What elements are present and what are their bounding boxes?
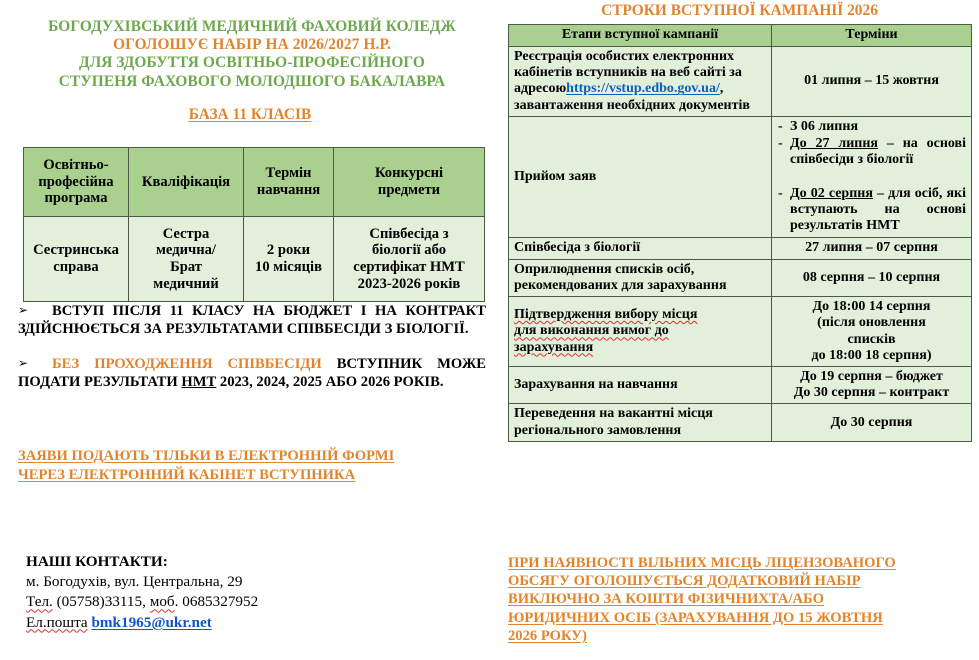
cell-program: Сестринська справа [24, 217, 129, 302]
confirmation-term-line-4: до 18:00 18 серпня) [811, 347, 932, 363]
cell-stage-interview: Співбесіда з біології [509, 238, 772, 259]
enrollment-term-line-1: До 19 серпня – бюджет [800, 368, 943, 384]
applications-date-2-rest: – на основі співбесіди з біології [790, 136, 967, 168]
terms-table-header-stage: Етапи вступної кампанії [509, 25, 772, 47]
program-table-header-row [24, 148, 485, 217]
transfer-line-1: Переведення на вакантні місця [514, 406, 713, 422]
terms-table-header-term: Терміни [772, 25, 972, 47]
contacts-phone-mob: . 0685327952 [174, 593, 259, 611]
program-table-header-subjects: Конкурсні предмети [334, 148, 485, 217]
base-label [0, 91, 500, 124]
bullet-item-2-text-b: 2023, 2024, 2025 АБО 2026 РОКІВ. [216, 373, 444, 390]
bullet-item-2 [18, 356, 486, 391]
vstup-edbo-link[interactable]: https://vstup.edbo.gov.ua/ [566, 81, 720, 97]
additional-intake-note-line-4: ЮРИДИЧНИХ ОСІБ (ЗАРАХУВАННЯ ДО 15 ЖОВТНЯ [508, 609, 883, 626]
table-row [509, 259, 972, 296]
cell-stage-confirmation [509, 297, 772, 367]
arrow-bullet-icon: ➢ [18, 303, 29, 317]
confirmation-line-3: зарахування [514, 339, 594, 355]
electronic-form-note [18, 447, 486, 484]
right-column [500, 0, 979, 660]
confirmation-line-1: Підтвердження вибору місця [514, 307, 698, 323]
list-spacer [777, 170, 966, 185]
table-row [509, 366, 972, 403]
contacts-phone [26, 592, 446, 612]
list-item [777, 186, 966, 235]
email-link[interactable]: bmk1965@ukr.net [91, 613, 212, 631]
table-row [509, 297, 972, 367]
cell-stage-registration [509, 47, 772, 117]
table-row [509, 116, 972, 237]
table-row [509, 238, 972, 259]
heading-line-3: ДЛЯ ЗДОБУТТЯ ОСВІТНЬО-ПРОФЕСІЙНОГО [79, 54, 425, 72]
table-row [24, 217, 485, 302]
cell-term-enrollment [772, 366, 972, 403]
bullet-item-1 [18, 303, 486, 338]
confirmation-term-line-1: До 18:00 14 серпня [812, 299, 931, 315]
applications-date-3-rest: – для осіб, які вступають на основі результатів НМТ [790, 185, 966, 234]
contacts-email-label: Ел.пошта [26, 613, 88, 631]
program-table-header-qualification: Кваліфікація [129, 148, 244, 217]
bullet-item-2-text-a: ВСТУПНИК МОЖЕ ПОДАТИ РЕЗУЛЬТАТИ [18, 356, 486, 390]
cell-term-confirmation [772, 297, 972, 367]
confirmation-term-line-2: (після оновлення [817, 315, 926, 331]
program-table [23, 147, 485, 302]
additional-intake-note [508, 554, 975, 645]
registration-text-after: , завантаження необхідних документів [514, 81, 750, 113]
program-table-header-program: Освітньо- професійна програма [24, 148, 129, 217]
additional-intake-note-line-5: 2026 РОКУ) [508, 627, 587, 644]
bullet-item-2-highlight: БЕЗ ПРОХОДЖЕННЯ СПІВБЕСІДИ [52, 356, 322, 372]
cell-stage-lists: Оприлюднення списків осіб, рекомендованих для зарахування [509, 259, 772, 296]
contacts-phone-main: (05758)33115, [52, 593, 150, 611]
admission-terms-table [508, 24, 972, 442]
registration-text-before: Реєстрація особистих електронних кабінетів вступників на веб сайті за адресою [514, 49, 742, 97]
contacts-address: м. Богодухів, вул. Центральна, 29 [26, 573, 243, 591]
cell-duration: 2 роки 10 місяців [244, 217, 334, 302]
cell-term-lists: 08 серпня – 10 серпня [772, 259, 972, 296]
list-item [777, 119, 966, 135]
electronic-form-note-line-2: ЧЕРЕЗ ЕЛЕКТРОННИЙ КАБІНЕТ ВСТУПНИКА [18, 466, 356, 483]
table-row [509, 404, 972, 441]
enrollment-term-line-2: До 30 серпня – контракт [793, 385, 950, 401]
cell-term-registration: 01 липня – 15 жовтня [772, 47, 972, 117]
list-item [777, 136, 966, 168]
base-label-text: БАЗА 11 КЛАСІВ [188, 105, 312, 123]
confirmation-line-2: для виконання вимог до [514, 323, 669, 339]
contacts-title: НАШІ КОНТАКТИ: [26, 553, 168, 570]
bullet-item-1-text: ВСТУП ПІСЛЯ 11 КЛАСУ НА БЮДЖЕТ І НА КОНТРАКТ ЗДІЙСНЮЄТЬСЯ ЗА РЕЗУЛЬТАТАМИ СПІВБЕСІДИ З БІОЛОГІЇ. [18, 303, 486, 337]
contacts-block [26, 552, 446, 633]
contacts-phone-prefix: Тел. [26, 593, 53, 611]
cell-term-interview: 27 липня – 07 серпня [772, 238, 972, 259]
terms-table-header-row [509, 25, 972, 47]
program-table-header-duration: Термін навчання [244, 148, 334, 217]
bullet-item-2-underlined: НМТ [181, 373, 217, 390]
heading-line-4: СТУПЕНЯ ФАХОВОГО МОЛОДШОГО БАКАЛАВРА [58, 72, 446, 90]
cell-stage-transfer [509, 404, 772, 441]
additional-intake-note-line-1: ПРИ НАЯВНОСТІ ВІЛЬНИХ МІСЦЬ ЛІЦЕНЗОВАНОГО [508, 555, 896, 571]
contacts-phone-mob-label: моб [149, 593, 175, 611]
arrow-bullet-icon: ➢ [18, 356, 29, 370]
cell-term-applications [772, 116, 972, 237]
heading-line-1: БОГОДУХІВСЬКИЙ МЕДИЧНИЙ ФАХОВИЙ КОЛЕДЖ [48, 18, 456, 35]
applications-date-1: З 06 липня [790, 118, 859, 134]
table-row [509, 47, 972, 117]
electronic-form-note-line-1: ЗАЯВИ ПОДАЮТЬ ТІЛЬКИ В ЕЛЕКТРОННІЙ ФОРМІ [18, 448, 395, 464]
main-heading [0, 0, 500, 91]
applications-date-3-deadline: До 02 серпня [790, 185, 873, 201]
bullet-list [18, 303, 486, 409]
cell-term-transfer: До 30 серпня [772, 404, 972, 441]
confirmation-term-line-3: списків [847, 331, 896, 347]
cell-qualification: Сестра медична/ Брат медичний [129, 217, 244, 302]
cell-stage-enrollment: Зарахування на навчання [509, 366, 772, 403]
applications-date-2-deadline: До 27 липня [790, 136, 878, 152]
heading-line-2: ОГОЛОШУЄ НАБІР НА 2026/2027 Н.Р. [113, 36, 391, 54]
transfer-line-2: регіонального замовлення [514, 422, 682, 438]
cell-subjects: Співбесіда з біології або сертифікат НМТ 2023-2026 років [334, 217, 485, 302]
applications-date-list [777, 119, 966, 234]
additional-intake-note-line-2: ОБСЯГУ ОГОЛОШУЄТЬСЯ ДОДАТКОВИЙ НАБІР [508, 573, 861, 590]
additional-intake-note-line-3: ВИКЛЮЧНО ЗА КОШТИ ФІЗИЧНИХТА/АБО [508, 591, 824, 608]
contacts-email-line [26, 613, 446, 633]
terms-heading: СТРОКИ ВСТУПНОЇ КАМПАНІЇ 2026 [601, 2, 878, 19]
cell-stage-applications: Прийом заяв [509, 116, 772, 237]
